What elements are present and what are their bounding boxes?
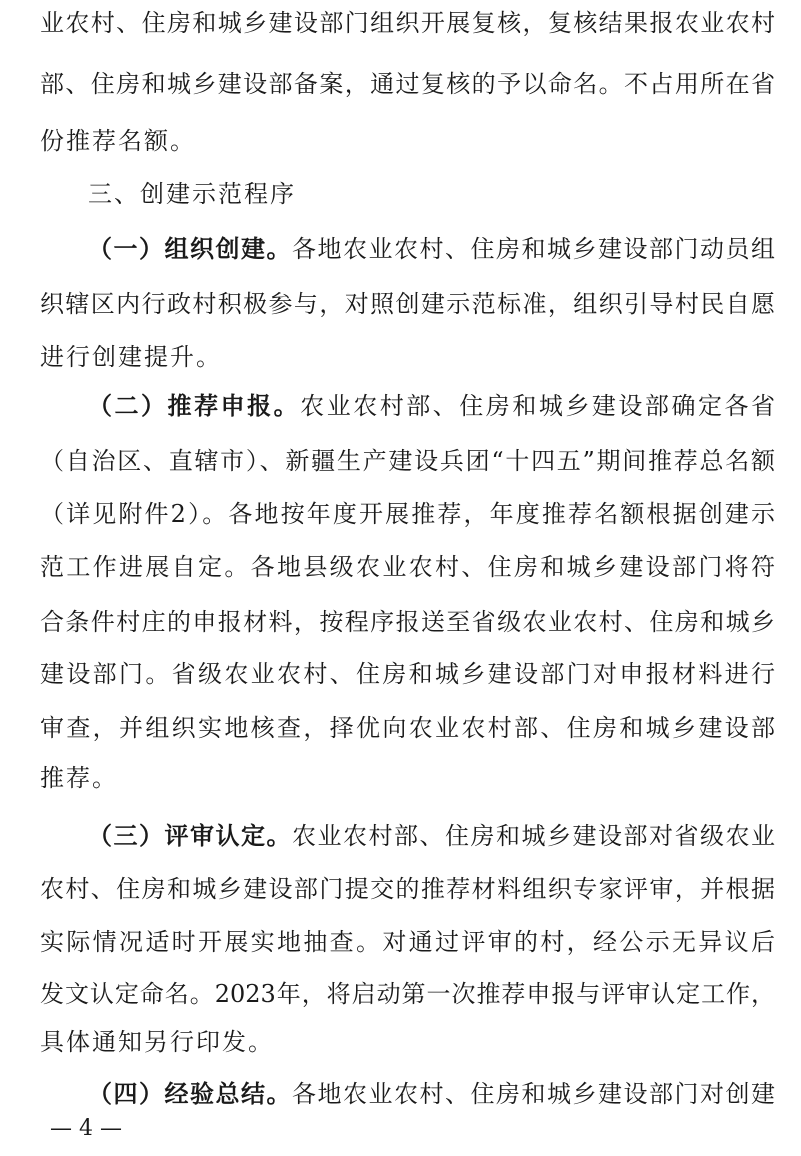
line-text: 实际情况适时开展实地抽查。对通过评审的村，经公示无异议后 xyxy=(40,928,775,956)
line-text: 具体通知另行印发。 xyxy=(40,1028,274,1056)
text-line xyxy=(40,602,775,642)
text-line xyxy=(40,337,775,377)
text-line xyxy=(40,922,775,962)
line-text: 发文认定命名。2023年，将启动第一次推荐申报与评审认定工作， xyxy=(40,980,775,1008)
text-line xyxy=(40,708,775,748)
line-text: 业农村、住房和城乡建设部门组织开展复核，复核结果报农业农村 xyxy=(40,9,775,37)
subsection-paragraph-start xyxy=(88,1074,775,1114)
text-line xyxy=(40,284,775,324)
line-text: 农业农村部、住房和城乡建设部对省级农业 xyxy=(292,822,775,850)
line-text: 农村、住房和城乡建设部门提交的推荐材料组织专家评审，并根据 xyxy=(40,875,775,903)
line-text: 农业农村部、住房和城乡建设部确定各省 xyxy=(300,392,775,420)
text-line xyxy=(40,64,775,104)
section-heading-text: 三、创建示范程序 xyxy=(88,180,296,208)
line-text: 合条件村庄的申报材料，按程序报送至省级农业农村、住房和城乡 xyxy=(40,608,775,636)
text-line xyxy=(40,494,775,534)
subsection-heading: （四）经验总结。 xyxy=(88,1079,292,1108)
line-text: 织辖区内行政村积极参与，对照创建示范标准，组织引导村民自愿 xyxy=(40,290,775,318)
line-text: （自治区、直辖市）、新疆生产建设兵团“十四五”期间推荐总名额 xyxy=(40,447,775,475)
line-text: 部、住房和城乡建设部备案，通过复核的予以命名。不占用所在省 xyxy=(40,70,775,98)
line-text: 审查，并组织实地核查，择优向农业农村部、住房和城乡建设部 xyxy=(40,714,775,742)
line-text: 份推荐名额。 xyxy=(40,127,196,155)
line-text: 进行创建提升。 xyxy=(40,343,222,371)
text-line xyxy=(40,1022,775,1062)
text-line xyxy=(40,869,775,909)
text-line xyxy=(40,3,775,43)
section-heading xyxy=(88,174,775,214)
line-text: 各地农业农村、住房和城乡建设部门对创建 xyxy=(292,1080,775,1108)
subsection-heading: （三）评审认定。 xyxy=(88,821,292,850)
line-text: 各地农业农村、住房和城乡建设部门动员组 xyxy=(292,235,775,263)
text-line xyxy=(40,974,775,1014)
subsection-paragraph-start xyxy=(88,816,775,856)
subsection-paragraph-start xyxy=(88,386,775,426)
subsection-heading: （二）推荐申报。 xyxy=(88,391,301,420)
line-text: 范工作进展自定。各地县级农业农村、住房和城乡建设部门将符 xyxy=(40,553,775,581)
line-text: （详见附件2）。各地按年度开展推荐，年度推荐名额根据创建示 xyxy=(40,500,775,528)
text-line xyxy=(40,121,775,161)
line-text: 建设部门。省级农业农村、住房和城乡建设部门对申报材料进行 xyxy=(40,660,775,688)
text-line xyxy=(40,654,775,694)
text-line xyxy=(40,758,775,798)
subsection-heading: （一）组织创建。 xyxy=(88,234,292,263)
text-line xyxy=(40,441,775,481)
text-line xyxy=(40,547,775,587)
line-text: 推荐。 xyxy=(40,764,118,792)
subsection-paragraph-start xyxy=(88,229,775,269)
page-number: — 4 — xyxy=(50,1116,122,1141)
